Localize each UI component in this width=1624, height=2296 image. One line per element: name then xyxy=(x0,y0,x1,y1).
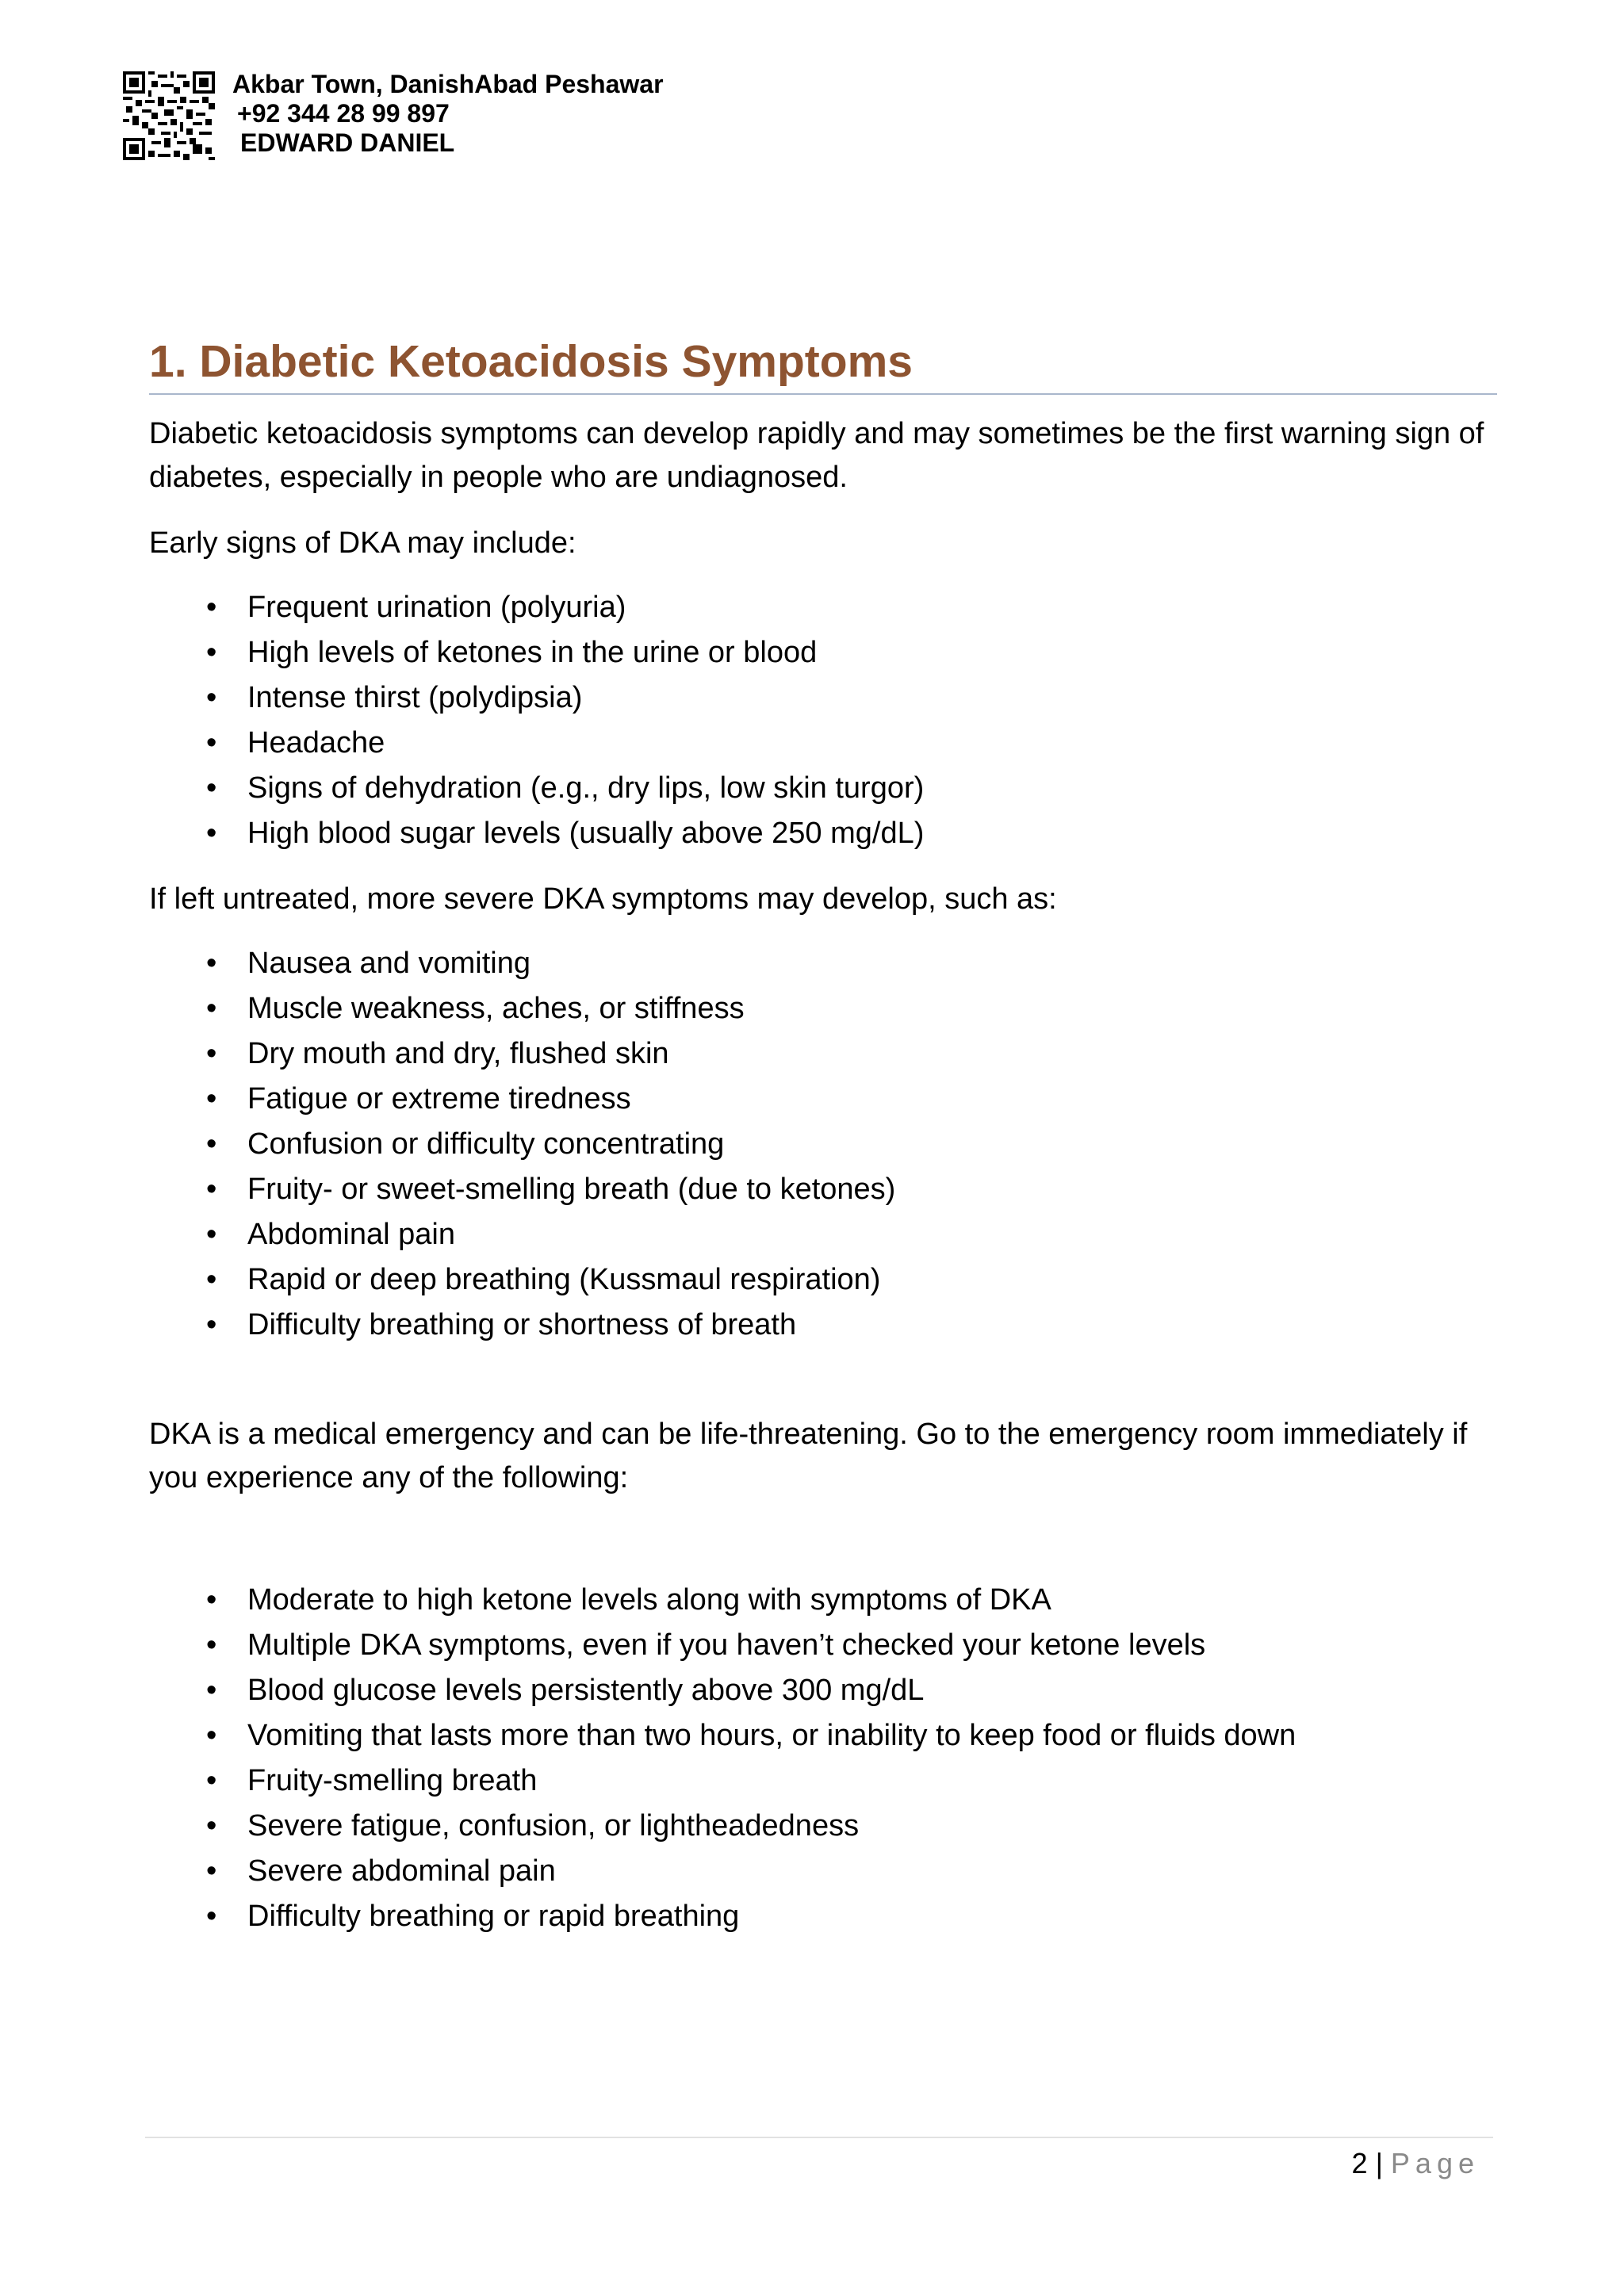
document-body xyxy=(149,333,1497,1939)
address-line: Akbar Town, DanishAbad Peshawar xyxy=(232,70,664,98)
list-item: • Signs of dehydration (e.g., dry lips, low skin turgor) xyxy=(149,766,1497,811)
list-item: • Severe abdominal pain xyxy=(149,1849,1497,1894)
section-title: 1. Diabetic Ketoacidosis Symptoms xyxy=(149,333,1497,395)
list-item: • Rapid or deep breathing (Kussmaul respiration) xyxy=(149,1257,1497,1303)
list-item: • Moderate to high ketone levels along with symptoms of DKA xyxy=(149,1578,1497,1623)
list-item: • Difficulty breathing or rapid breathing xyxy=(149,1894,1497,1939)
list-item: • Fatigue or extreme tiredness xyxy=(149,1077,1497,1122)
list-item: • Muscle weakness, aches, or stiffness xyxy=(149,986,1497,1031)
list-item: • Abdominal pain xyxy=(149,1212,1497,1257)
list-item: • Vomiting that lasts more than two hours, or inability to keep food or fluids down xyxy=(149,1713,1497,1758)
list-item: • Confusion or difficulty concentrating xyxy=(149,1122,1497,1167)
list-item: • Severe fatigue, confusion, or lightheadedness xyxy=(149,1804,1497,1849)
list-item: • Dry mouth and dry, flushed skin xyxy=(149,1031,1497,1077)
list-item: • Blood glucose levels persistently above 300 mg/dL xyxy=(149,1668,1497,1713)
early-signs-label: Early signs of DKA may include: xyxy=(149,526,576,560)
list-item: • Nausea and vomiting xyxy=(149,941,1497,986)
emergency-signs-list xyxy=(149,1578,1497,1939)
contact-block xyxy=(232,70,664,158)
list-item: • Fruity- or sweet-smelling breath (due to ketones) xyxy=(149,1167,1497,1212)
phone-line: +92 344 28 99 897 xyxy=(237,99,450,128)
list-item: • High levels of ketones in the urine or blood xyxy=(149,630,1497,675)
page-separator: | xyxy=(1375,2147,1383,2179)
author-name: EDWARD DANIEL xyxy=(240,128,455,157)
page-label: Page xyxy=(1390,2147,1480,2179)
list-item: • High blood sugar levels (usually above 250 mg/dL) xyxy=(149,811,1497,856)
page-footer xyxy=(1352,2145,1480,2183)
list-item: • Multiple DKA symptoms, even if you haven’t checked your ketone levels xyxy=(149,1623,1497,1668)
list-item: • Headache xyxy=(149,721,1497,766)
severe-signs-list xyxy=(149,941,1497,1348)
list-item: • Frequent urination (polyuria) xyxy=(149,585,1497,630)
page-header xyxy=(123,70,664,160)
emergency-paragraph: DKA is a medical emergency and can be life-threatening. Go to the emergency room immediately if you experience any of the following: xyxy=(149,1418,1468,1494)
severe-signs-label: If left untreated, more severe DKA symptoms may develop, such as: xyxy=(149,882,1057,916)
early-signs-list xyxy=(149,585,1497,856)
page-number: 2 xyxy=(1351,2147,1368,2179)
intro-paragraph: Diabetic ketoacidosis symptoms can develop rapidly and may sometimes be the first warning sign of diabetes, especially in people who are undiagnosed. xyxy=(149,417,1484,494)
list-item: • Difficulty breathing or shortness of breath xyxy=(149,1303,1497,1348)
footer-divider xyxy=(145,2137,1493,2138)
qr-code-icon xyxy=(123,71,215,160)
list-item: • Fruity-smelling breath xyxy=(149,1758,1497,1804)
list-item: • Intense thirst (polydipsia) xyxy=(149,675,1497,721)
